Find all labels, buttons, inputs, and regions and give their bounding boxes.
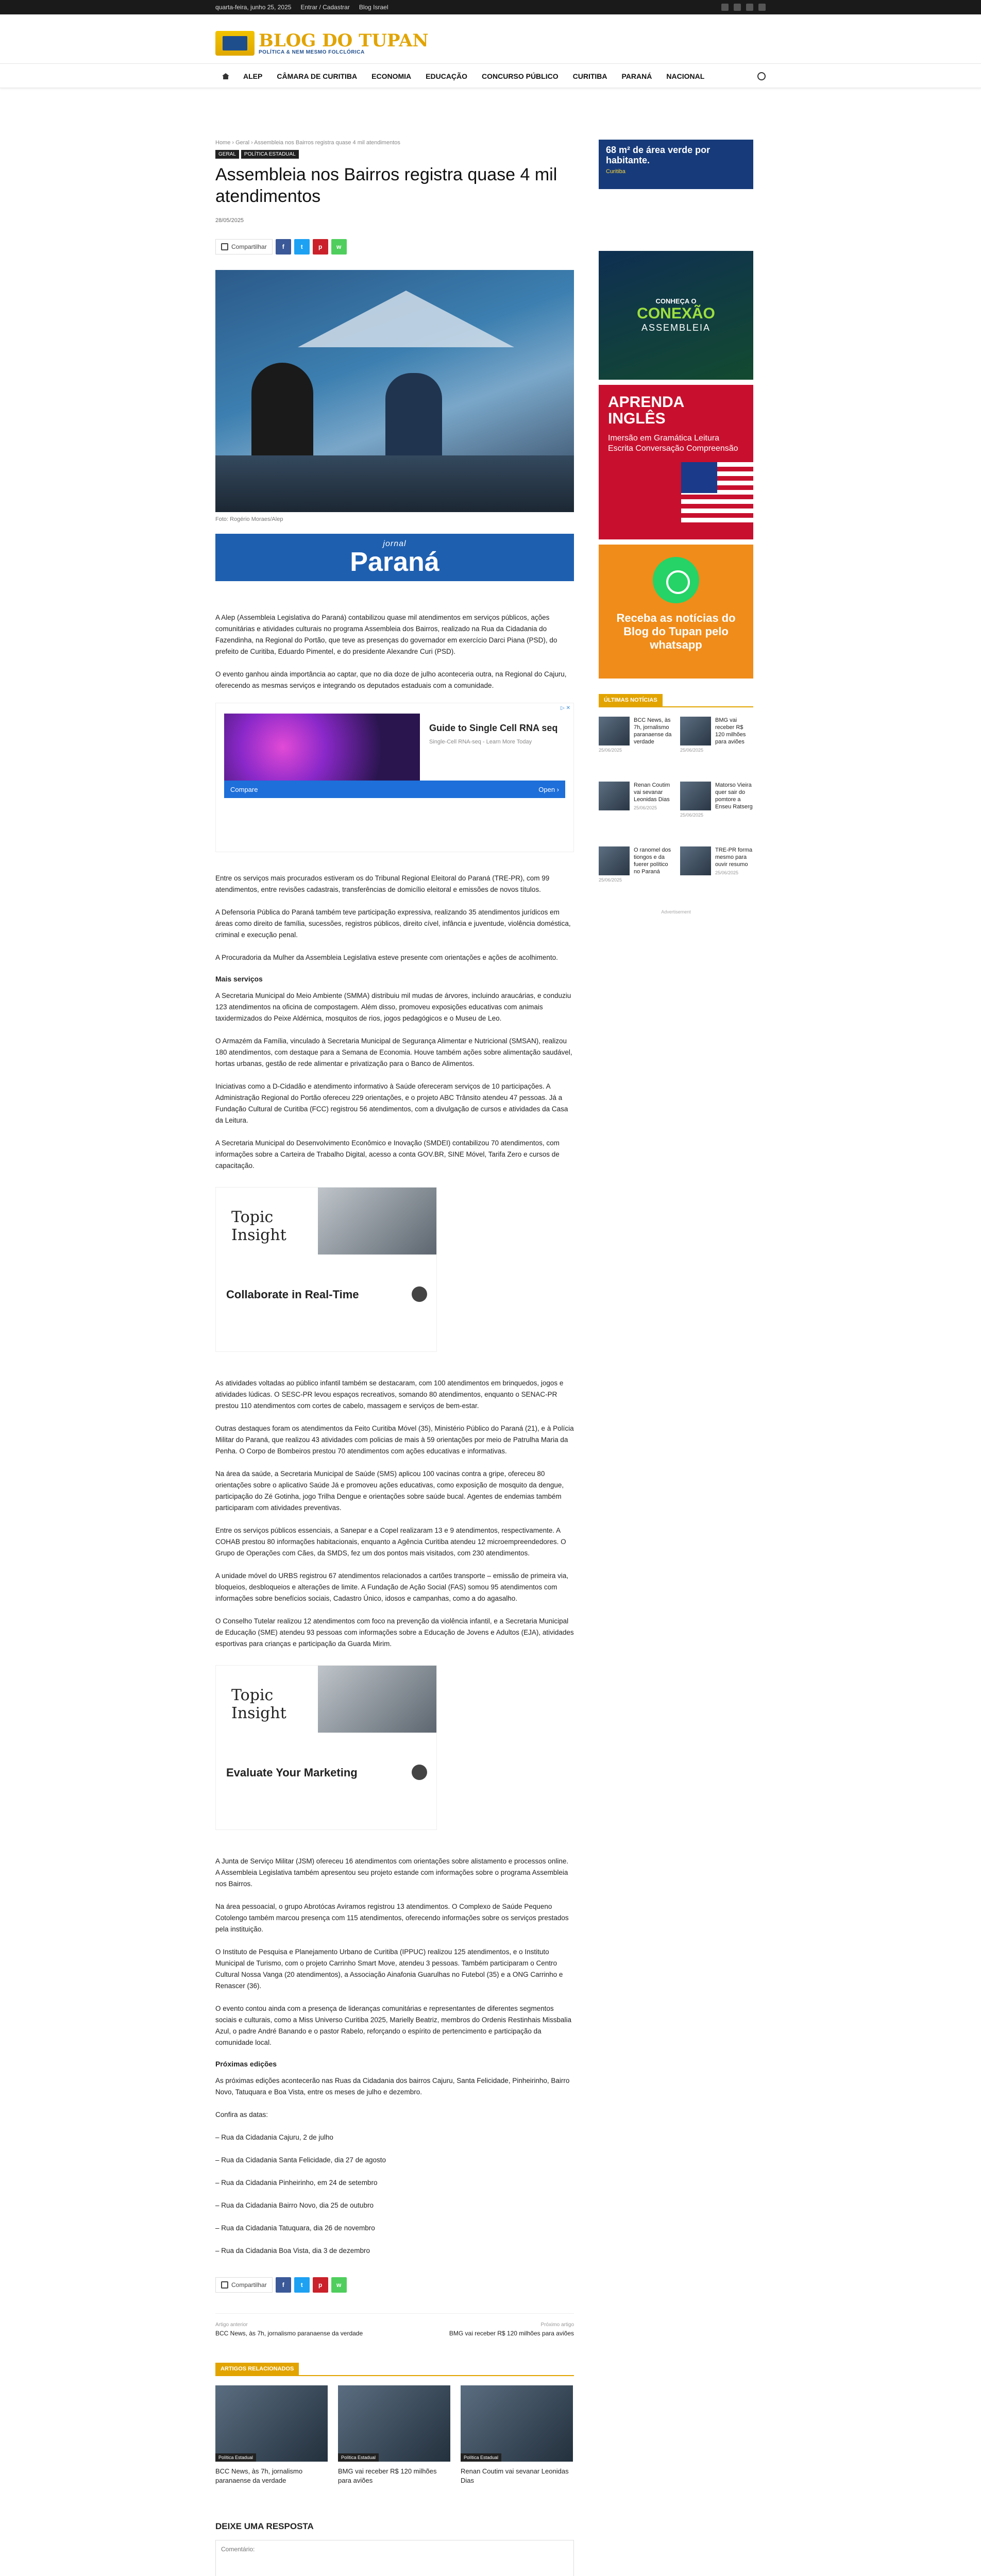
next-article-link[interactable]: Próximo artigo BMG vai receber R$ 120 milhões para aviões — [449, 2322, 574, 2337]
sidebar-ad-ingles[interactable]: APRENDA INGLÊS Imersão em Gramática Leitura Escrita Conversação Compreensão — [599, 385, 753, 539]
logo-title: BLOG DO TUPAN — [259, 30, 429, 51]
related-card[interactable]: Política Estadual BCC News, às 7h, jornalismo paranaense da verdade — [215, 2385, 328, 2485]
article-main — [215, 140, 574, 2576]
ad-topic-insight-2[interactable] — [215, 1665, 437, 1830]
article-paragraph: O Instituto de Pesquisa e Planejamento Urbano de Curitiba (IPPUC) realizou 125 atendimentos, e o Instituto Municipal de Turismo, com o projeto Carrinho Smart Move, atendeu 3 pessoas. Também participaram o Centro Cultural Nossa Vanga (20 atendimentos), a Associação Ainafonia Guarulhas no Futebol (35) e a ONG Carrinho e Renascer (36). — [215, 1948, 563, 1990]
article-paragraph: A unidade móvel do URBS registrou 67 atendimentos relacionados a cartões transporte – emissão de primeira via, bloqueios, desbloqueios e alterações de limite. A Fundação de Ação Social (FAS) somou 95 atendimentos com informações sobre benefícios sociais, Cadastro Único, idosos e campanhas, como a do agasalho. — [215, 1572, 569, 1602]
ad-topic-brand: Insight — [231, 1226, 286, 1244]
article-paragraph: A Alep (Assembleia Legislativa do Paraná) contabilizou quase mil atendimentos em serviços públicos, ações comunitárias e atividades culturais no programa Assembleia dos Bairros, realizado na Rua da Cidadania do Fazendinha, na Regional do Portão, que teve as presenças do governador em exercício Darci Piana (PSD), do prefeito de Curitiba, Eduardo Pimentel, e do presidente Alexandre Curi (PSD). — [215, 614, 557, 655]
breadcrumb: Home › Geral › Assembleia nos Bairros registra quase 4 mil atendimentos — [215, 140, 400, 146]
jornal-parana-banner[interactable] — [215, 534, 574, 581]
prev-article-link[interactable]: Artigo anterior BCC News, às 7h, jornalismo paranaense da verdade — [215, 2322, 363, 2337]
logo-mark-icon — [215, 31, 255, 56]
share-whatsapp-icon[interactable]: w — [331, 239, 347, 255]
ad-topic-brand: Topic — [231, 1208, 274, 1226]
top-bar — [0, 0, 981, 14]
sidebar — [599, 140, 753, 2576]
article-paragraph: O Armazém da Família, vinculado à Secretaria Municipal de Segurança Alimentar e Nutricional (SMSAN), realizou 180 atendimentos, com destaque para a Semana de Economia. Houve também ações sobre alimentação saudável, hortas urbanas, gestão de rede alimentar e privatização para o Banco de Alimentos. — [215, 1037, 572, 1067]
sidebar-block-title: ÚLTIMAS NOTÍCIAS — [599, 694, 753, 707]
home-icon[interactable] — [215, 64, 236, 89]
advertisement-label: Advertisement — [661, 909, 691, 914]
article-subheading: Mais serviços — [215, 975, 263, 983]
article-paragraph: A Secretaria Municipal do Meio Ambiente (SMMA) distribuiu mil mudas de árvores, incluindo araucárias, e conduziu 123 atendimentos na oficina de compostagem. Além disso, promoveu exposições educativas com animais taxidermizados do Peixe Aldérnica, mosquitos de rios, jogos pedagógicos e o Museu de Leo. — [215, 992, 571, 1022]
site-header — [0, 14, 981, 63]
article-paragraph: A Defensoria Pública do Paraná também teve participação expressiva, realizando 35 atendimentos jurídicos em áreas como direito de família, sucessões, registros públicos, direito cível, infância e juventude, violência doméstica, criminal e execução penal. — [215, 908, 571, 939]
ad-topic-photo — [318, 1666, 436, 1733]
share-label: Compartilhar — [215, 239, 273, 255]
instagram-icon[interactable] — [734, 4, 741, 11]
nav-item-curitiba[interactable]: CURITIBA — [572, 72, 607, 80]
share-facebook-icon[interactable]: f — [276, 2277, 291, 2293]
chevron-right-icon[interactable] — [412, 1286, 427, 1302]
ad-dna-open-button[interactable]: Open › — [538, 785, 559, 793]
nav-item-economia[interactable]: ECONOMIA — [371, 72, 412, 80]
sidebar-news-card[interactable]: BMG vai receber R$ 120 milhões para aviões 25/06/2025 — [680, 717, 746, 753]
comment-form — [215, 2521, 574, 2576]
sidebar-news-card[interactable]: Renan Coutim vai sevanar Leonidas Dias 25/06/2025 — [599, 782, 672, 838]
nav-item-educacao[interactable]: EDUCAÇÃO — [426, 72, 468, 80]
sidebar-ad-curitiba[interactable]: 68 m² de área verde por habitante. Curitiba — [599, 140, 753, 189]
related-title: ARTIGOS RELACIONADOS — [215, 2363, 574, 2376]
share-facebook-icon[interactable]: f — [276, 239, 291, 255]
article-title: Assembleia nos Bairros registra quase 4 mil atendimentos — [215, 165, 557, 206]
article-paragraph: A Procuradoria da Mulher da Assembleia Legislativa esteve presente com orientações e ações de acolhimento. — [215, 954, 558, 961]
category-badge[interactable]: GERAL — [215, 150, 239, 159]
chevron-right-icon[interactable] — [412, 1765, 427, 1780]
ad-topic-photo — [318, 1188, 436, 1255]
comment-textarea[interactable] — [215, 2540, 574, 2576]
article-paragraph: As próximas edições acontecerão nas Ruas da Cidadania dos bairros Cajuru, Santa Felicidade, Pinheirinho, Bairro Novo, Tatuquara e Boa Vista, entre os meses de julho e dezembro. — [215, 2077, 570, 2096]
reply-title: DEIXE UMA RESPOSTA — [215, 2521, 314, 2531]
logo-tagline: POLÍTICA & NEM MESMO FOLCLÓRICA — [259, 49, 365, 55]
nav-item-parana[interactable]: PARANÁ — [621, 72, 652, 80]
article-paragraph: O evento ganhou ainda importância ao captar, que no dia doze de julho aconteceria outra, na Regional do Cajuru, oferecendo as mesmas serviços e integrando os deputados estaduais com a comunidade. — [215, 670, 567, 689]
list-item: – Rua da Cidadania Santa Felicidade, dia 27 de agosto — [215, 2156, 386, 2164]
sidebar-news-card[interactable]: BCC News, às 7h, jornalismo paranaense da verdade 25/06/2025 — [599, 717, 672, 753]
ad-topic-caption: Collaborate in Real-Time — [226, 1288, 359, 1301]
ad-topic-caption: Evaluate Your Marketing — [226, 1766, 358, 1779]
list-item: – Rua da Cidadania Cajuru, 2 de julho — [215, 2133, 333, 2141]
related-thumb: Política Estadual — [338, 2385, 450, 2462]
site-logo[interactable] — [215, 31, 766, 56]
article-paragraph: Na área pessoacial, o grupo Abrotócas Aviramos registrou 13 atendimentos. O Complexo de Saúde Pequeno Cotolengo também marcou presença com 115 atendimentos, oferecendo informações sobre os serviços prestados pela instituição. — [215, 1903, 569, 1933]
share-twitter-icon[interactable]: t — [294, 239, 310, 255]
nav-item-concurso[interactable]: CONCURSO PÚBLICO — [482, 72, 559, 80]
list-item: – Rua da Cidadania Bairro Novo, dia 25 de outubro — [215, 2201, 374, 2209]
twitter-icon[interactable] — [746, 4, 753, 11]
list-item: – Rua da Cidadania Pinheirinho, em 24 de setembro — [215, 2179, 378, 2187]
sidebar-news-card[interactable]: O ranomel dos tiongos e da fuerer político no Paraná 25/06/2025 — [599, 847, 671, 883]
facebook-icon[interactable] — [721, 4, 729, 11]
ad-dna-brand: Compare — [230, 785, 258, 793]
article-paragraph: As atividades voltadas ao público infantil também se destacaram, com 100 atendimentos em brinquedos, jogos e atividades lúdicas. O SESC-PR levou espaços recreativos, somando 80 atendimentos, enquanto o SENAC-PR prestou 110 atendimentos com cortes de cabelo, massagem e serviços de bem-estar. — [215, 1379, 564, 1410]
article-paragraph: Outras destaques foram os atendimentos da Feito Curitiba Móvel (35), Ministério Público do Paraná (21), e à Polícia Militar do Paraná, que realizou 43 atividades com policias de mais à 59 orientações por meio de Patrulha Maria da Penha. O Corpo de Bombeiros prestou 70 atendimentos com ações educativas e informativas. — [215, 1425, 574, 1455]
ad-rna-seq[interactable] — [215, 703, 574, 852]
search-icon[interactable] — [757, 72, 766, 80]
share-whatsapp-icon[interactable]: w — [331, 2277, 347, 2293]
ad-choices-icon[interactable]: ▷ ✕ — [561, 705, 570, 711]
list-item: – Rua da Cidadania Boa Vista, dia 3 de dezembro — [215, 2247, 370, 2255]
nav-item-alep[interactable]: ALEP — [243, 72, 263, 80]
share-pinterest-icon[interactable]: p — [313, 239, 328, 255]
article-paragraph: Confira as datas: — [215, 2111, 268, 2119]
related-card[interactable]: Política Estadual BMG vai receber R$ 120 milhões para aviões — [338, 2385, 450, 2485]
whatsapp-icon — [653, 557, 699, 603]
share-label: Compartilhar — [215, 2277, 273, 2293]
article-paragraph: Entre os serviços públicos essenciais, a Sanepar e a Copel realizaram 13 e 9 atendimentos, respectivamente. A COHAB prestou 80 informações habitacionais, enquanto a Agência Curitiba atendeu 12 microempreendedores. O Grupo de Operações com Cães, da SMDS, fez um dos pontos mais visitados, com 230 atendimentos. — [215, 1527, 566, 1557]
share-bar-bottom — [215, 2277, 574, 2293]
related-articles — [215, 2385, 574, 2485]
sidebar-ad-whatsapp[interactable]: Receba as notícias do Blog do Tupan pelo whatsapp — [599, 545, 753, 679]
article-hero-image — [215, 270, 574, 512]
article-paragraph: Na área da saúde, a Secretaria Municipal de Saúde (SMS) aplicou 100 vacinas contra a gripe, ofereceu 80 orientações sobre o aplicativo Saúde Já e promoveu ações educativas, como exposição de mosquito da dengue, participação do Zé Gotinha, jogo Trilha Dengue e orientações sobre saúde bucal. Agentes de endemias também participaram com atividades preventivas. — [215, 1470, 564, 1512]
sidebar-ad-conexao[interactable]: CONHEÇA O CONEXÃO ASSEMBLEIA — [599, 251, 753, 380]
main-nav — [0, 63, 981, 88]
us-flag-icon — [681, 462, 753, 524]
article-paragraph: A Junta de Serviço Militar (JSM) ofereceu 16 atendimentos com orientações sobre alistamento e processos online. A Assembleia Legislativa também apresentou seu projeto estande com informações sobre o programa Assembleia nos Bairros. — [215, 1857, 569, 1888]
sidebar-news-card[interactable]: TRE-PR forma mesmo para ouvir resumo 25/06/2025 — [680, 846, 753, 903]
related-thumb: Política Estadual — [215, 2385, 328, 2462]
article-paragraph: Entre os serviços mais procurados estiveram os do Tribunal Regional Eleitoral do Paraná (TRE-PR), com 99 atendimentos, entre revisões cadastrais, transferências de domicílio eleitoral e emissões de novos títulos. — [215, 874, 550, 893]
jornal-big: Paraná — [350, 547, 439, 577]
image-caption: Foto: Rogério Moraes/Alep — [215, 516, 283, 522]
nav-item-nacional[interactable]: NACIONAL — [666, 72, 705, 80]
article-paragraph: A Secretaria Municipal do Desenvolvimento Econômico e Inovação (SMDEI) contabilizou 70 atendimentos, com informações sobre a Carteira de Trabalho Digital, acesso a conta GOV.BR, SINE Móvel, Tarifa Zero e cursos de capacitação. — [215, 1139, 560, 1170]
article-paragraph: O evento contou ainda com a presença de lideranças comunitárias e representantes de diferentes segmentos sociais e culturais, como a Miss Universo Curitiba 2025, Marielly Beatriz, membros do Ordenis Restinhais Missbalia Azul, o padre André Banando e o pastor Rabelo, reforçando o espírito de pertencimento e participação da comunidade local. — [215, 2005, 572, 2046]
ad-dna-sub: Single-Cell RNA-seq - Learn More Today — [429, 739, 532, 745]
related-card[interactable]: Política Estadual Renan Coutim vai sevanar Leonidas Dias — [461, 2385, 573, 2485]
sidebar-news-card[interactable]: Matorso Vieira quer sair do pomtore a Enseu Ratserg 25/06/2025 — [680, 782, 753, 818]
nav-item-camara[interactable]: CÂMARA DE CURITIBA — [277, 72, 358, 80]
top-date: quarta-feira, junho 25, 2025 — [215, 4, 292, 11]
article-date: 28/05/2025 — [215, 217, 244, 224]
jornal-small: jornal — [383, 539, 407, 548]
post-navigation — [215, 2313, 574, 2337]
article-paragraph: O Conselho Tutelar realizou 12 atendimentos com foco na prevenção da violência infantil, e a Secretaria Municipal de Educação (SME) atendeu 93 pessoas com informações sobre a Educação de Jovens e Adultos (EJA), atividades esportivas para crianças e participação da Guarda Mirim. — [215, 1617, 574, 1648]
category-badge[interactable]: POLÍTICA ESTADUAL — [241, 150, 299, 159]
top-link-blog[interactable]: Blog Israel — [359, 4, 388, 11]
dates-list — [215, 2132, 574, 2257]
article-subheading: Próximas edições — [215, 2060, 277, 2068]
ad-topic-brand: Insight — [231, 1704, 286, 1722]
share-twitter-icon[interactable]: t — [294, 2277, 310, 2293]
ad-topic-insight-1[interactable] — [215, 1187, 437, 1352]
article-paragraph: Iniciativas como a D-Cidadão e atendimento informativo à Saúde ofereceram serviços de 10 participações. A Administração Regional do Portão ofereceu 229 orientações, e o projeto ABC Trânsito atendeu 47 pessoas. Já a Fundação Cultural de Curitiba (FCC) registrou 56 atendimentos, com a divulgação de cursos e atividades da Casa da Leitura. — [215, 1082, 568, 1124]
ad-topic-brand: Topic — [231, 1686, 274, 1704]
list-item: – Rua da Cidadania Tatuquara, dia 26 de novembro — [215, 2224, 375, 2232]
related-thumb: Política Estadual — [461, 2385, 573, 2462]
top-link-login[interactable]: Entrar / Cadastrar — [300, 4, 350, 11]
share-bar — [215, 239, 574, 255]
youtube-icon[interactable] — [758, 4, 766, 11]
share-pinterest-icon[interactable]: p — [313, 2277, 328, 2293]
ad-dna-title: Guide to Single Cell RNA seq — [429, 723, 558, 733]
ad-dna-image — [224, 714, 420, 781]
